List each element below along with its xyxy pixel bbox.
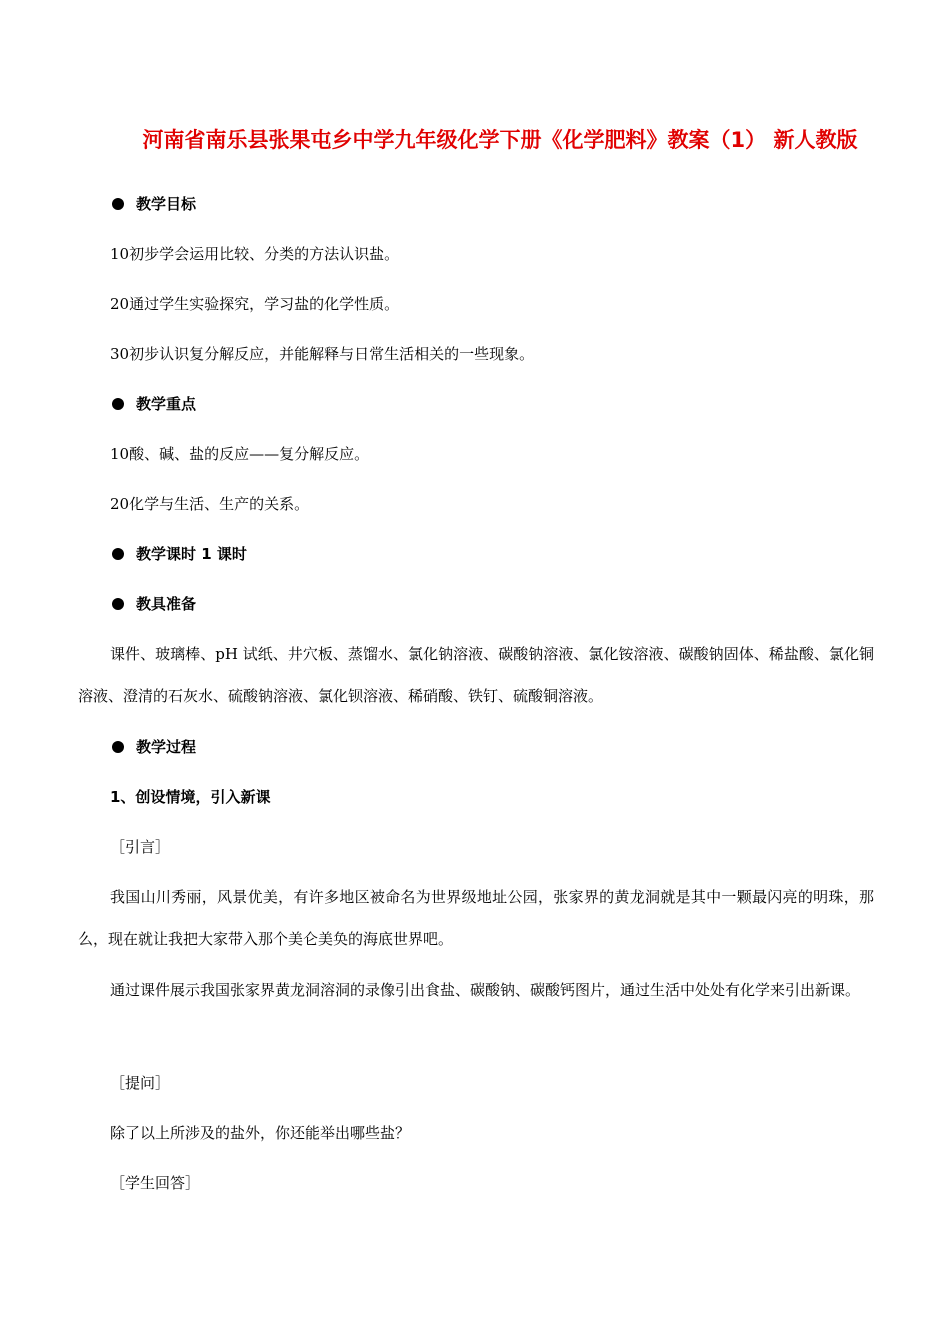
key-point-item-1: 10酸、碱、盐的反应——复分解反应。: [110, 445, 370, 463]
heading-text: 教具准备: [136, 595, 197, 613]
question-label: ［提问］: [110, 1074, 171, 1092]
bullet-icon: [112, 198, 124, 210]
heading-text: 教学重点: [136, 395, 197, 413]
goal-item-1: 10初步学会运用比较、分类的方法认识盐。: [110, 245, 400, 263]
document-title: 河南省南乐县张果屯乡中学九年级化学下册《化学肥料》教案（1） 新人教版: [142, 128, 858, 152]
section-heading-process: [112, 737, 196, 757]
goal-item-2: 20通过学生实验探究，学习盐的化学性质。: [110, 295, 400, 313]
bullet-icon: [112, 741, 124, 753]
bullet-icon: [112, 398, 124, 410]
section-heading-key-points: [112, 394, 196, 414]
bullet-icon: [112, 548, 124, 560]
section-heading-materials: [112, 594, 196, 614]
section-heading-goals: [112, 194, 196, 214]
heading-text: 教学过程: [136, 738, 197, 756]
bullet-icon: [112, 598, 124, 610]
courseware-paragraph: 通过课件展示我国张家界黄龙洞溶洞的录像引出食盐、碳酸钠、碳酸钙图片，通过生活中处处有化学来引出新课。: [110, 981, 861, 999]
goal-item-3: 30初步认识复分解反应，并能解释与日常生活相关的一些现象。: [110, 345, 535, 363]
intro-label: ［引言］: [110, 838, 171, 856]
section-heading-hours: [112, 544, 247, 564]
heading-text: 教学目标: [136, 195, 197, 213]
heading-text: 教学课时 1 课时: [136, 545, 247, 563]
key-point-item-2: 20化学与生活、生产的关系。: [110, 495, 310, 513]
materials-paragraph: 课件、玻璃棒、pH 试纸、井穴板、蒸馏水、氯化钠溶液、碳酸钠溶液、氯化铵溶液、碳酸钠固体、稀盐酸、氯化铜溶液、澄清的石灰水、硫酸钠溶液、氯化钡溶液、稀硝酸、铁钉、硫酸铜溶液。: [78, 645, 874, 705]
question-text: 除了以上所涉及的盐外，你还能举出哪些盐？: [110, 1124, 411, 1142]
process-step-1: 1、创设情境，引入新课: [110, 788, 271, 806]
answer-label: ［学生回答］: [110, 1174, 201, 1192]
intro-paragraph: 我国山川秀丽，风景优美，有许多地区被命名为世界级地址公园，张家界的黄龙洞就是其中一颗最闪亮的明珠，那么，现在就让我把大家带入那个美仑美奂的海底世界吧。: [78, 888, 874, 948]
